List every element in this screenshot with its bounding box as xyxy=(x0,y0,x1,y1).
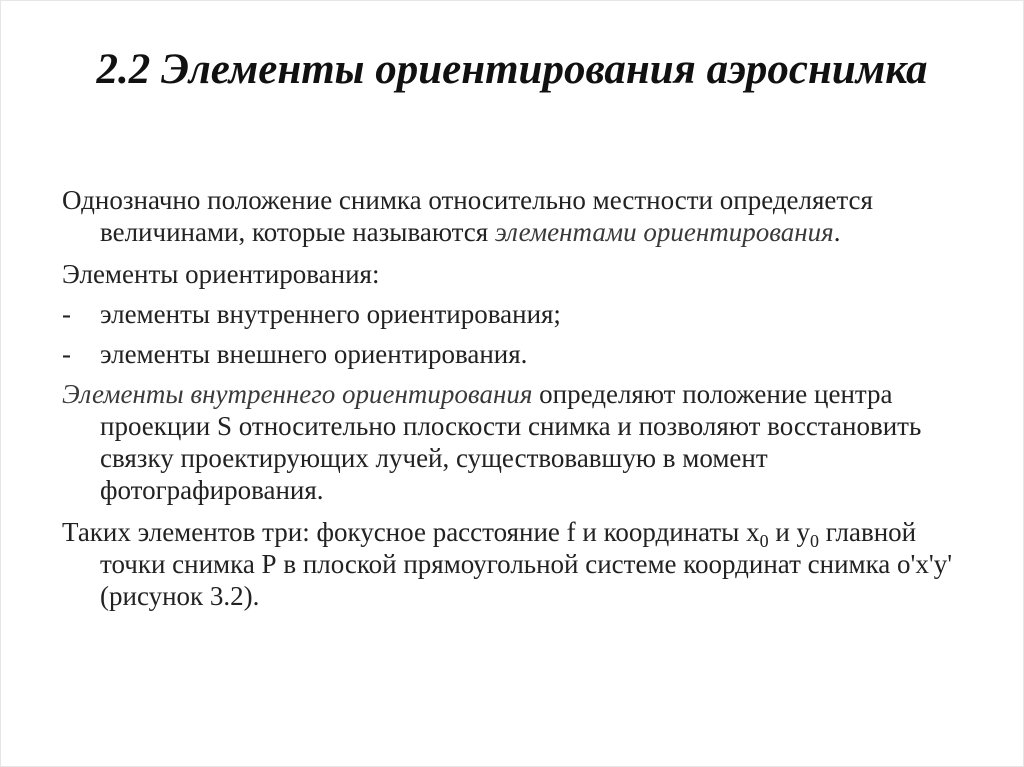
paragraph-list-intro: Элементы ориентирования: xyxy=(62,259,380,289)
paragraph-text: и y xyxy=(768,517,811,547)
italic-term: элементами ориентирования xyxy=(494,217,834,247)
list-dash: - xyxy=(62,339,71,369)
paragraph-inner-orientation xyxy=(62,378,962,506)
list-dash: - xyxy=(62,299,71,329)
italic-term: Элементы внутреннего ориентирования xyxy=(62,379,533,409)
paragraph-end: . xyxy=(833,217,841,247)
paragraph-text: главной точки снимка Р в плоской прямоугольной системе координат снимка o'x'y' (рисунок 3.2). xyxy=(100,517,953,611)
slide-title: 2.2 Элементы ориентирования аэроснимка xyxy=(96,46,928,93)
paragraph-text: определяют положение центра проекции S относительно плоскости снимка и позволяют восстановить связку проектирующих лучей, существовавшую в момент фотографирования. xyxy=(100,379,922,505)
paragraph-text: Однозначно положение снимка относительно местности определяется величинами, которые называются xyxy=(62,185,873,247)
list-item-text: элементы внутреннего ориентирования; xyxy=(100,299,561,329)
paragraph-text: Таких элементов три: фокусное расстояние f и координаты x xyxy=(62,517,760,547)
list-item-text: элементы внешнего ориентирования. xyxy=(100,339,528,369)
paragraph-definition xyxy=(62,184,962,248)
subscript: 0 xyxy=(810,531,820,551)
list-item xyxy=(62,298,962,330)
slide-body xyxy=(62,184,962,622)
subscript: 0 xyxy=(759,531,769,551)
list-item xyxy=(62,338,962,370)
paragraph-elements-count xyxy=(62,516,962,612)
